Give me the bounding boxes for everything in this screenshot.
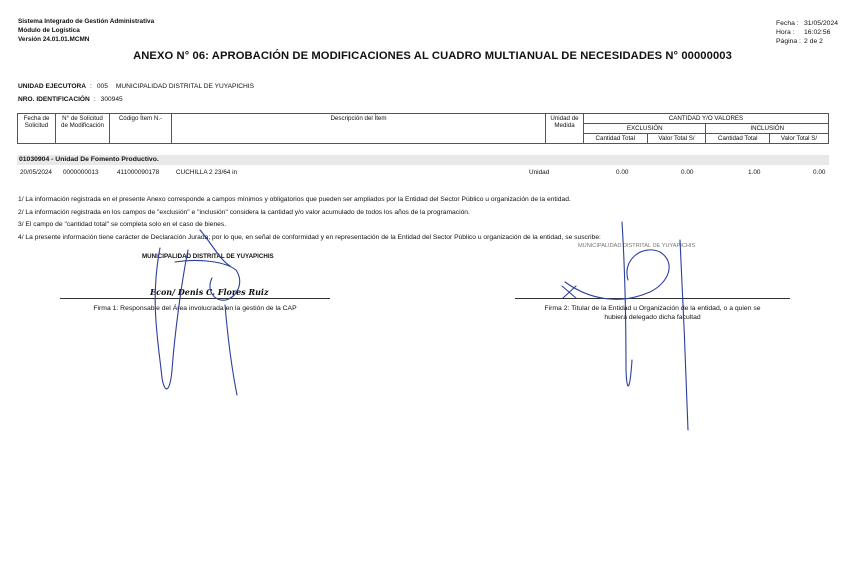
fecha-value: 31/05/2024: [804, 20, 839, 27]
unidad-label: UNIDAD EJECUTORA: [18, 83, 87, 90]
signature-2-caption: Firma 2: Titular de la Entidad u Organización de la entidad, o a quien se hubiera delegado dicha facultad: [544, 305, 761, 321]
unidad-code: 005: [96, 83, 108, 90]
row-excl-valor: 0.00: [681, 169, 694, 176]
signature-1-stroke: [155, 248, 188, 389]
col-inclusion: INCLUSIÓN: [706, 124, 829, 134]
row-descripcion: CUCHILLA 2 23/64 in: [176, 169, 238, 176]
nro-identificacion: NRO. IDENTIFICACIÓN : 300945: [18, 96, 123, 103]
note-3: 3/ El campo de "cantidad total" se completa solo en el caso de bienes.: [18, 221, 227, 228]
unidad-ejecutora: UNIDAD EJECUTORA : 005 MUNICIPALIDAD DISTRITAL DE YUYAPICHIS: [18, 83, 255, 90]
module-name: Módulo de Logística: [18, 27, 80, 34]
footnotes: [18, 194, 601, 244]
version-label: Versión 24.01.01.MCMN: [18, 36, 90, 43]
col-descripcion: Descripción del Ítem: [172, 114, 546, 144]
row-incl-cantidad: 1.00: [748, 169, 761, 176]
pagina-value: 2 de 2: [804, 38, 823, 45]
signature-2-tail: [680, 240, 688, 430]
note-4: 4/ La presente información tiene carácter de Declaración Jurada; por lo que, en señal de conformidad y en representación de la Entidad del Sector Público u organización de la entidad, se suscribe:: [18, 233, 601, 241]
col-codigo: Código Ítem N.-: [110, 114, 172, 144]
unidad-name: MUNICIPALIDAD DISTRITAL DE YUYAPICHIS: [115, 83, 255, 90]
signature-1-tail: [225, 305, 237, 395]
col-unidad: Unidad de Medida: [546, 114, 584, 144]
items-table-header: [17, 113, 829, 144]
col-incl-valor: Valor Total S/: [770, 134, 829, 144]
hora-label: Hora :: [776, 29, 795, 36]
col-nro-solicitud: N° de Solicitud de Modificación: [56, 114, 110, 144]
col-incl-cantidad: Cantidad Total: [706, 134, 770, 144]
document-title: ANEXO N° 06: APROBACIÓN DE MODIFICACIONES AL CUADRO MULTIANUAL DE NECESIDADES N° 00000003: [133, 50, 732, 62]
note-1: 1/ La información registrada en el presente Anexo corresponde a campos mínimos y obligatorios que pueden ser ampliados por la Entidad del Sector Público u organización de la entidad.: [18, 196, 571, 203]
row-unidad: Unidad: [529, 169, 550, 176]
nro-value: 300945: [100, 96, 123, 103]
signature-2-stamp: MUNICIPALIDAD DISTRITAL DE YUYAPICHIS: [578, 243, 696, 249]
system-name: Sistema Integrado de Gestión Administrativa: [18, 18, 155, 25]
fecha-label: Fecha :: [776, 20, 799, 27]
col-excl-valor: Valor Total S/: [647, 134, 706, 144]
signature-1-caption: Firma 1: Responsable del Área involucrada en la gestión de la CAP: [93, 305, 297, 312]
row-excl-cantidad: 0.00: [616, 169, 629, 176]
nro-label: NRO. IDENTIFICACIÓN: [18, 96, 90, 103]
signature-1-line: [60, 298, 330, 299]
pagina-label: Página :: [776, 38, 801, 45]
row-fecha: 20/05/2024: [20, 169, 52, 176]
unit-group-band: 01030904 - Unidad De Fomento Productivo.: [17, 155, 829, 165]
row-nro: 0000000013: [63, 169, 99, 176]
signature-1-stamp: MUNICIPALIDAD DISTRITAL DE YUYAPICHIS: [142, 253, 274, 260]
col-exclusion: EXCLUSIÓN: [584, 124, 706, 134]
signature-1-name: Econ/ Denis C. Flores Ruiz: [150, 287, 269, 297]
col-cantidad-valores: CANTIDAD Y/O VALORES: [584, 114, 829, 124]
col-excl-cantidad: Cantidad Total: [584, 134, 648, 144]
note-2: 2/ La información registrada en los campos de "exclusión" e "inclusión" considera la cantidad y/o valor acumulado de todos los años de la programación.: [18, 208, 470, 216]
col-fecha: Fecha de Solicitud: [18, 114, 56, 144]
signature-2-loop: [565, 250, 669, 299]
signature-2-x: [562, 286, 576, 298]
signature-2-line: [515, 298, 790, 299]
report-info: [776, 19, 838, 46]
system-header: [18, 17, 154, 44]
row-codigo: 411000090178: [117, 169, 160, 176]
row-incl-valor: 0.00: [813, 169, 826, 176]
hora-value: 16:02:56: [804, 29, 831, 36]
